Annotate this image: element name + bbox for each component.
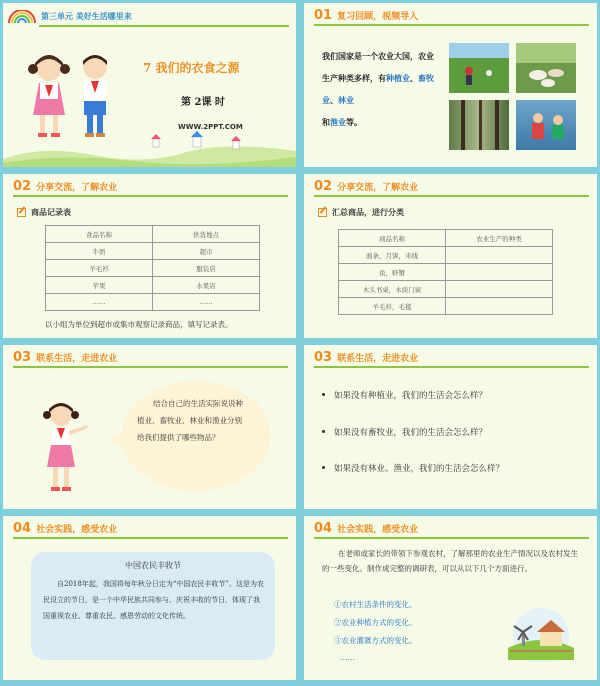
slide-review[interactable]	[304, 3, 597, 167]
table-row	[46, 243, 260, 260]
card-title: 中国农民丰收节	[125, 561, 181, 570]
edit-icon	[318, 208, 327, 217]
table-cell: 牛奶	[46, 243, 153, 260]
subheading-label: 汇总商品，进行分类	[332, 207, 404, 217]
section-title: 联系生活，走进农业	[36, 354, 118, 364]
speech-bubble-tail	[107, 431, 125, 447]
section-header	[314, 181, 589, 197]
subheading	[318, 207, 404, 218]
section-title: 社会实践，感受农业	[337, 525, 419, 535]
section-title: 分享交流，了解农业	[337, 183, 419, 193]
record-table	[45, 225, 260, 311]
table-cell: 羊毛衫	[46, 260, 153, 277]
question-item: 如果没有种植业，我们的生活会怎么样？	[334, 391, 488, 401]
section-number: 02	[13, 179, 32, 194]
ground-scene	[3, 131, 296, 167]
slide-title[interactable]	[3, 3, 296, 167]
section-header	[314, 10, 589, 26]
section-header	[13, 181, 288, 197]
table-cell	[446, 247, 553, 264]
table-row	[46, 294, 260, 311]
lesson-number: 第 2课 时	[181, 97, 225, 108]
section-number: 01	[314, 8, 333, 23]
photo-forestry	[449, 100, 509, 150]
intro-paragraph: 在老师或家长的带领下参观农村，了解那里的农业生产情况以及农村发生的一些变化。制作成完整的调研表，可以从以下几个方面进行。	[322, 549, 578, 573]
table-header-cell: 商品名称	[339, 230, 446, 247]
subheading	[17, 207, 71, 218]
bubble-text: 结合自己的生活实际说说种植业、畜牧业、林业和渔业分别给我们提供了哪些物品？	[137, 399, 243, 442]
table-cell: 鱼，虾蟹	[339, 264, 446, 281]
table-row	[339, 230, 553, 247]
slide-classify-table[interactable]	[304, 174, 597, 338]
table-cell: 超市	[153, 243, 260, 260]
rainbow-logo	[7, 9, 37, 23]
question-item: 如果没有畜牧业，我们的生活会怎么样？	[334, 428, 488, 438]
photo-livestock	[516, 43, 576, 93]
section-header	[13, 352, 288, 368]
slide-harvest-festival[interactable]	[3, 516, 296, 680]
list-item: ③农业灌溉方式的变化。	[334, 636, 417, 645]
section-title: 社会实践，感受农业	[36, 525, 118, 535]
keyword-planting: 种植业	[386, 73, 410, 83]
table-row	[46, 260, 260, 277]
section-header	[13, 523, 288, 539]
table-header-cell: 供货地点	[153, 226, 260, 243]
slide-record-table[interactable]	[3, 174, 296, 338]
table-row	[46, 226, 260, 243]
subheading-label: 商品记录表	[31, 207, 71, 217]
table-header-cell: 食品名称	[46, 226, 153, 243]
table-cell: 服装店	[153, 260, 260, 277]
table-cell	[446, 298, 553, 315]
table-cell	[446, 264, 553, 281]
watermark: WWW.2PPT.COM	[178, 123, 243, 131]
table-cell: 木头书桌，木质门窗	[339, 281, 446, 298]
table-row	[339, 298, 553, 315]
unit-label: 第三单元 美好生活哪里来	[41, 11, 132, 21]
table-row	[339, 264, 553, 281]
list-item: ②农业种植方式的变化。	[334, 618, 417, 627]
table-row	[46, 277, 260, 294]
section-title: 复习回顾，视频导入	[337, 12, 419, 22]
list-item: ……	[340, 653, 355, 662]
card-text: 自2018年起，我国将每年秋分日定为“中国农民丰收节”。这是为农民设立的节日，是一个中华民族共同参与、庆祝丰收的节日，体现了我国重视农业、尊重农民、感恩劳动的文化传统。	[43, 580, 264, 620]
keyword-fishery: 渔业	[330, 117, 346, 127]
slide-discussion[interactable]	[3, 345, 296, 509]
section-header	[314, 523, 589, 539]
girl-illustration	[39, 397, 95, 497]
intro-text-lead: 我们国家是一个农业大国，农业生产种类多样，有	[322, 51, 434, 83]
header-divider	[39, 25, 289, 27]
intro-text-mid: 和	[322, 117, 330, 127]
edit-icon	[17, 208, 26, 217]
section-header	[314, 352, 589, 368]
keyword-forestry: 林业	[338, 95, 354, 105]
section-number: 04	[314, 521, 333, 536]
list-item: ①农村生活条件的变化。	[334, 600, 417, 609]
photo-planting	[449, 43, 509, 93]
intro-text	[322, 45, 440, 133]
classify-table	[338, 229, 553, 315]
section-title: 联系生活，走进农业	[337, 354, 419, 364]
separator: 、	[410, 73, 418, 83]
table-cell	[446, 281, 553, 298]
photo-fishery	[516, 100, 576, 150]
section-title: 分享交流，了解农业	[36, 183, 118, 193]
lesson-title: 7 我们的衣食之源	[143, 61, 240, 75]
section-number: 04	[13, 521, 32, 536]
keyword-livestock: 畜牧业	[322, 73, 434, 105]
table-cell: 羊毛衫，毛毯	[339, 298, 446, 315]
slide-questions[interactable]	[304, 345, 597, 509]
table-cell: ……	[46, 294, 153, 311]
table-row	[339, 281, 553, 298]
table-cell: ……	[153, 294, 260, 311]
section-number: 03	[314, 350, 333, 365]
farm-illustration	[500, 602, 582, 662]
table-caption: 以小组为单位到超市或集市观察记录商品，填写记录表。	[45, 320, 233, 329]
table-cell: 面条，月饼，米线	[339, 247, 446, 264]
section-number: 03	[13, 350, 32, 365]
question-item: 如果没有林业、渔业，我们的生活会怎么样？	[334, 464, 505, 474]
kids-illustration	[21, 45, 121, 145]
table-header-cell: 农业生产的种类	[446, 230, 553, 247]
slide-field-visit[interactable]	[304, 516, 597, 680]
section-number: 02	[314, 179, 333, 194]
separator: 、	[330, 95, 338, 105]
intro-text-end: 等。	[346, 117, 362, 127]
table-cell: 水果店	[153, 277, 260, 294]
table-row	[339, 247, 553, 264]
table-cell: 苹果	[46, 277, 153, 294]
